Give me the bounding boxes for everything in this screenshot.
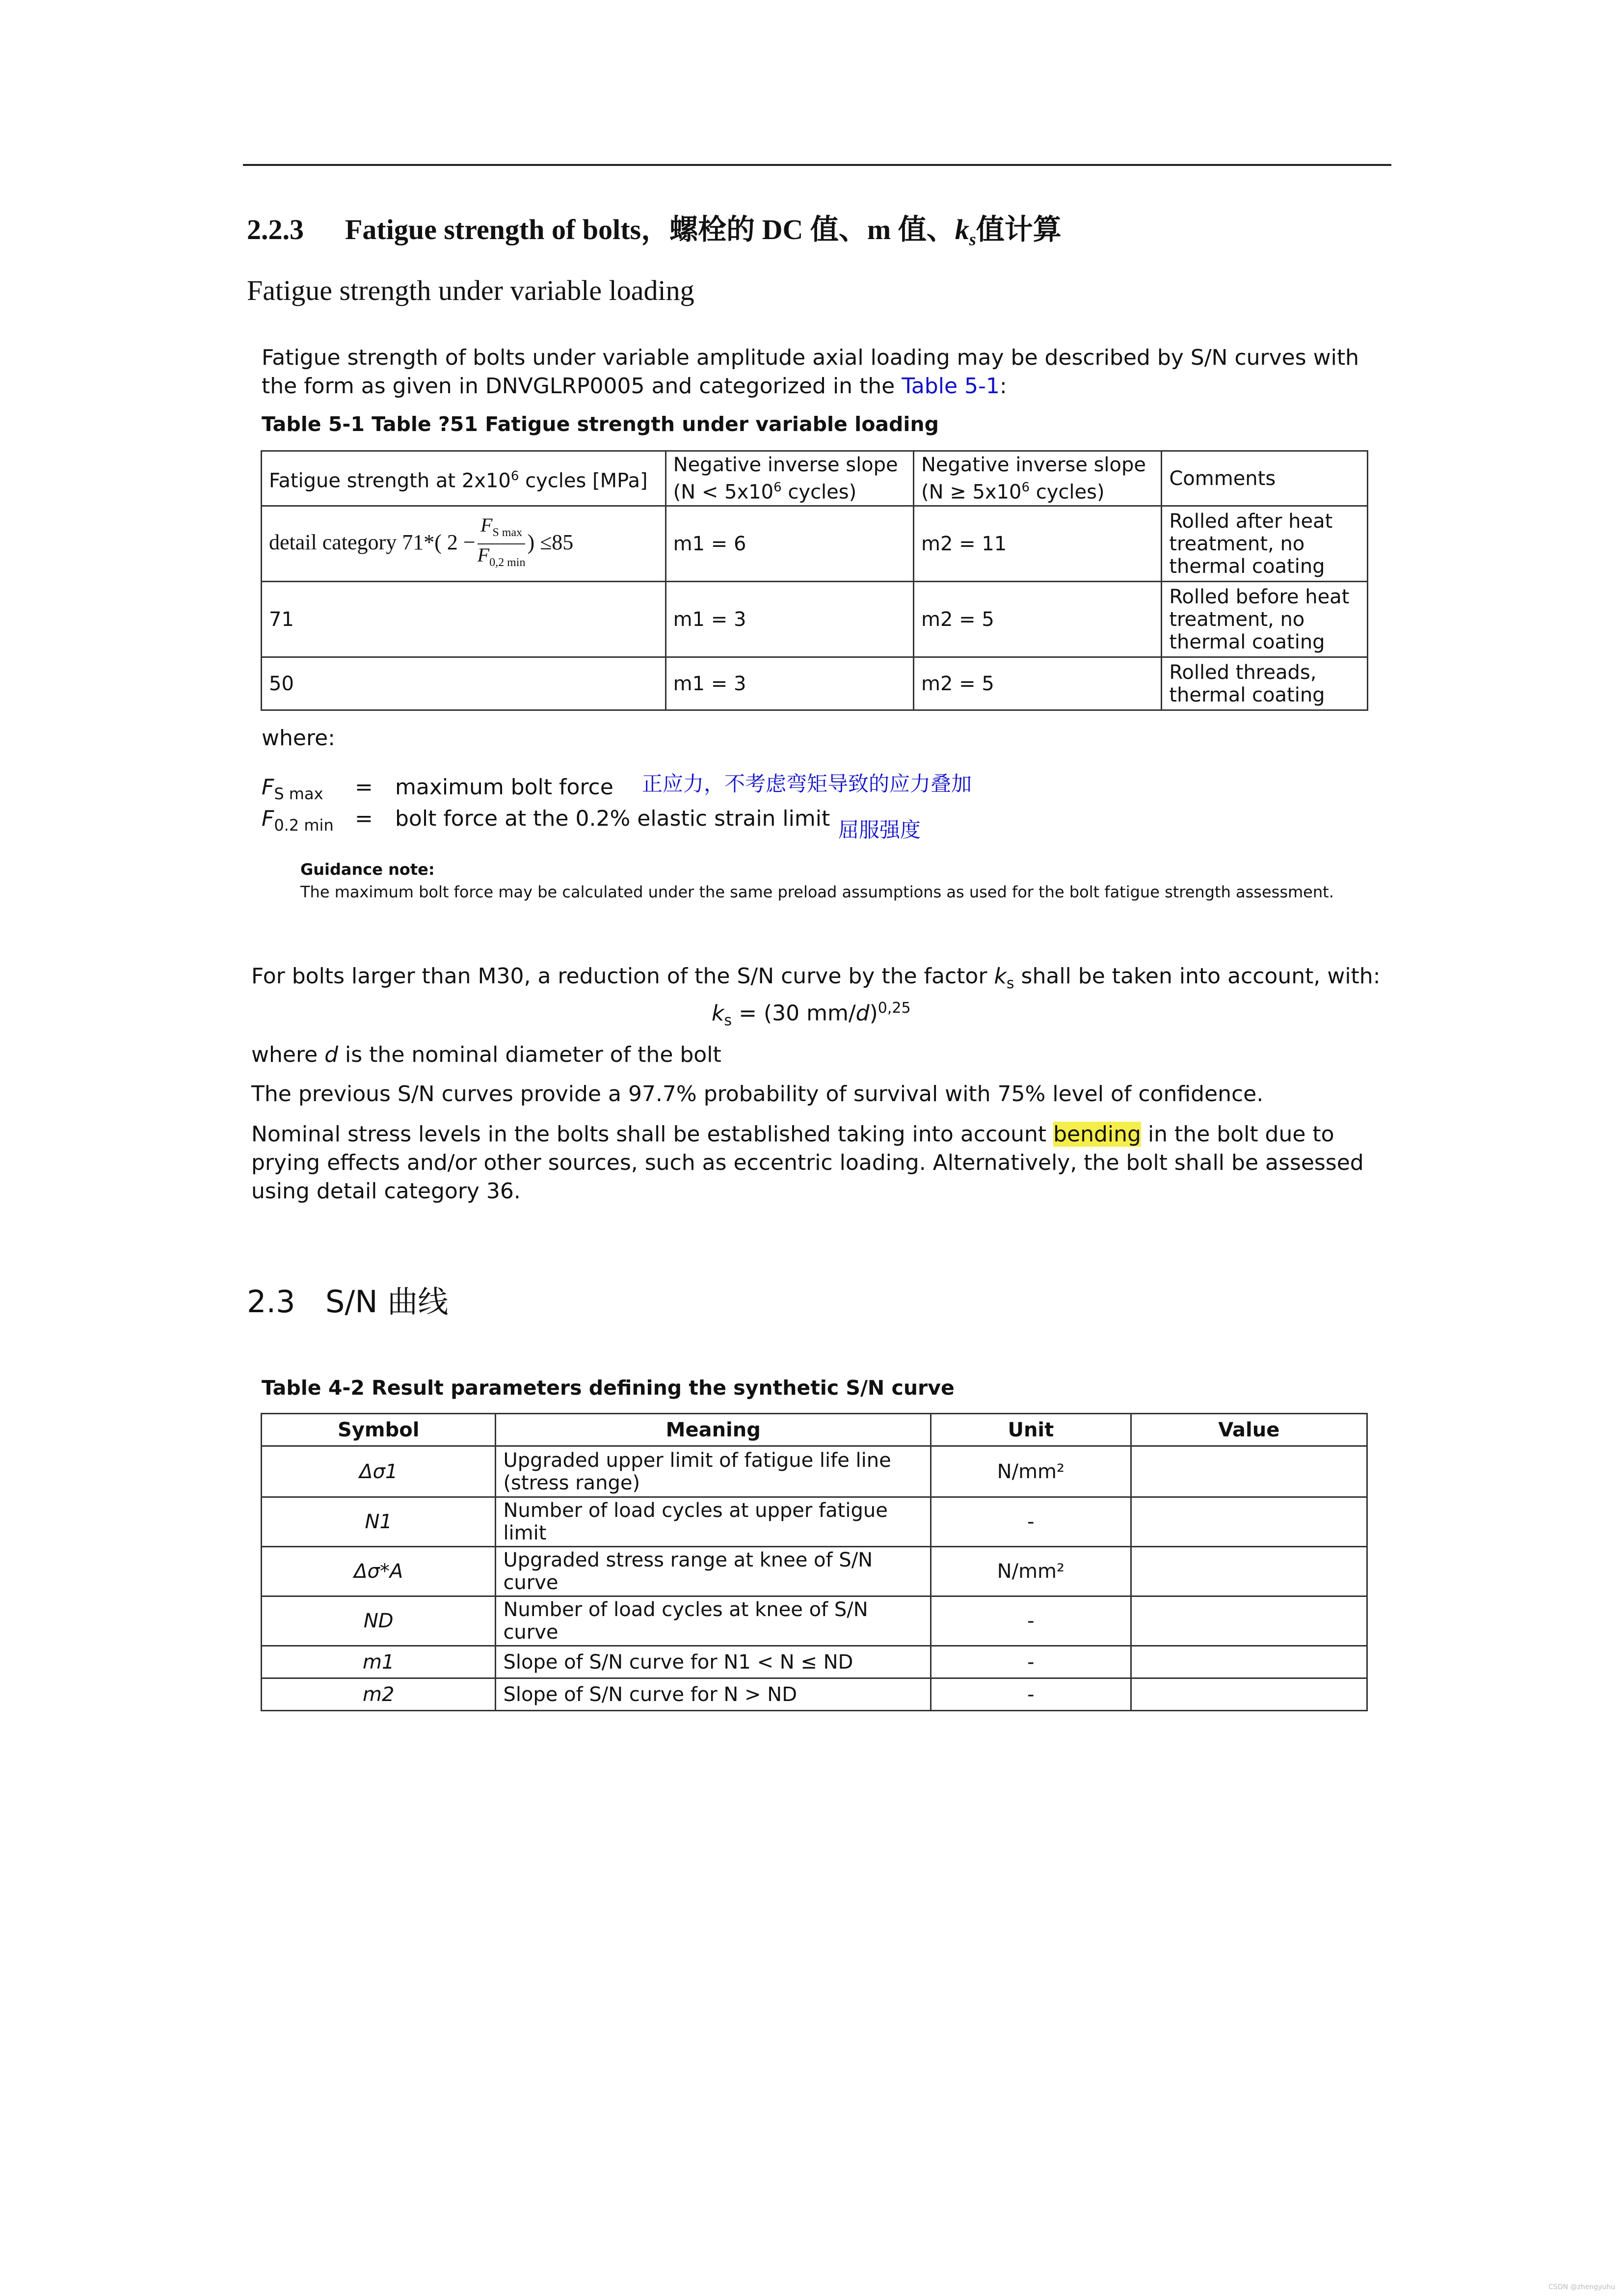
definition-symbol: $F_{S max}$ [262, 775, 323, 803]
header-comments: Comments [1162, 451, 1368, 506]
m1-value: m1 = 6 [665, 506, 913, 582]
table-5-1-link[interactable]: Table 5-1 [902, 374, 1000, 399]
unit-cell: - [931, 1497, 1131, 1547]
section-heading-2-3 [247, 1277, 448, 1321]
table-row [262, 582, 1368, 657]
unit-cell: - [931, 1646, 1131, 1678]
ks-symbol: k [955, 214, 969, 245]
comment: Rolled after heat treatment, no thermal coating [1162, 506, 1368, 582]
meaning-cell: Upgraded stress range at knee of S/N curve [496, 1547, 931, 1596]
section-number: 2.2.3 [247, 214, 304, 245]
unit-cell: N/mm² [931, 1547, 1131, 1596]
definition-text: bolt force at the 0.2% elastic strain limit [395, 806, 830, 831]
comment: Rolled before heat treatment, no thermal coating [1162, 582, 1368, 657]
fatigue-table [261, 450, 1368, 711]
intro-colon: : [999, 374, 1007, 399]
comment: Rolled threads, thermal coating [1162, 657, 1368, 710]
detail-category-formula: detail category 71*( 2 − $\frac{F_{S max}}{F_{0,2 min}}$ ) ≤85 [262, 506, 666, 582]
header-value: Value [1131, 1414, 1367, 1446]
table-5-1-caption: Table 5-1 Table ?51 Fatigue strength under variable loading [262, 412, 939, 436]
m1-value: m1 = 3 [665, 657, 913, 710]
table-row [262, 1678, 1367, 1711]
value-cell [1131, 1446, 1367, 1497]
ks-formula: $k_s = (30$ mm/d)$^{0,25}$ [712, 999, 911, 1029]
fatigue-value: 71 [262, 582, 666, 657]
annotation-cn: 正应力，不考虑弯矩导致的应力叠加 [642, 772, 972, 796]
highlighted-word: bending [1053, 1122, 1141, 1147]
survival-paragraph: The previous S/N curves provide a 97.7% probability of survival with 75% level of confidence. [251, 1081, 1264, 1107]
value-cell [1131, 1596, 1367, 1646]
fatigue-value: 50 [262, 657, 666, 710]
m30-paragraph: For bolts larger than M30, a reduction of the S/N curve by the factor $k_s$ shall be taken into account, with: [251, 964, 1381, 992]
section-title-en: Fatigue strength of bolts [345, 214, 641, 245]
table-row [262, 1596, 1367, 1646]
m2-value: m2 = 5 [914, 582, 1162, 657]
symbol-cell: m2 [262, 1678, 496, 1711]
header-unit: Unit [931, 1414, 1131, 1446]
header-fatigue-strength: Fatigue strength at $2x10^6$ cycles [MPa] [262, 451, 666, 506]
unit-cell: - [931, 1596, 1131, 1646]
header-slope-high: Negative inverse slope ($N \ge 5x10^6$ cycles) [914, 451, 1162, 506]
section-title-cn-end: 值计算 [976, 214, 1062, 245]
section-title: S/N 曲线 [325, 1284, 449, 1320]
value-cell [1131, 1497, 1367, 1547]
m2-value: m2 = 5 [914, 657, 1162, 710]
table-row [262, 1446, 1367, 1497]
m2-value: m2 = 11 [914, 506, 1162, 582]
where-label: where: [262, 726, 335, 751]
value-cell [1131, 1547, 1367, 1596]
meaning-cell: Number of load cycles at upper fatigue limit [496, 1497, 931, 1547]
symbol-cell: N1 [262, 1497, 496, 1547]
definition-symbol: $F_{0.2 min}$ [262, 806, 334, 835]
m1-value: m1 = 3 [665, 582, 913, 657]
definition-fsmax: $F_{S max}$ = maximum bolt force 正应力，不考虑弯矩导致的应力叠加 [262, 775, 1341, 804]
where-d-line: where d is the nominal diameter of the bolt [251, 1042, 721, 1067]
definition-f02min: $F_{0.2 min}$ = bolt force at the 0.2% elastic strain limit 屈服强度 [262, 806, 1341, 836]
value-cell [1131, 1678, 1367, 1711]
watermark: CSDN @zhengyuhu [1548, 2283, 1615, 2291]
header-rule [243, 164, 1391, 166]
ks-subscript: s [969, 229, 976, 249]
header-slope-low: Negative inverse slope ($N < 5x10^6$ cycles) [665, 451, 913, 506]
table-row [262, 1547, 1367, 1596]
table-header-row [262, 451, 1368, 506]
table-row [262, 657, 1368, 710]
symbol-cell: m1 [262, 1646, 496, 1678]
table-header-row [262, 1414, 1367, 1446]
section-title-sep: ， [641, 214, 670, 245]
guidance-note-title: Guidance note: [300, 860, 435, 879]
symbol-cell: Δσ1 [262, 1446, 496, 1497]
intro-text: Fatigue strength of bolts under variable amplitude axial loading may be described by S/N curves with the form as given in DNVGLRP0005 and categorized in the [262, 345, 1359, 399]
subheading: Fatigue strength under variable loading [247, 274, 694, 306]
meaning-cell: Slope of S/N curve for N > ND [496, 1678, 931, 1711]
header-meaning: Meaning [496, 1414, 931, 1446]
fraction: $\frac{F_{S max}}{F_{0,2 min}}$ [477, 513, 526, 569]
header-symbol: Symbol [262, 1414, 496, 1446]
intro-paragraph [262, 344, 1376, 401]
section-title-cn: 螺栓的 DC 值、m 值、 [669, 214, 955, 245]
meaning-cell: Upgraded upper limit of fatigue life line (stress range) [496, 1446, 931, 1497]
unit-cell: - [931, 1678, 1131, 1711]
meaning-cell: Number of load cycles at knee of S/N curve [496, 1596, 931, 1646]
table-4-2-caption: Table 4-2 Result parameters defining the synthetic S/N curve [262, 1376, 955, 1400]
nominal-stress-paragraph: Nominal stress levels in the bolts shall be established taking into account bending in the bolt due to prying effects and/or other sources, such as eccentric loading. Alternatively, the bolt shall be assessed using detail category 36. [251, 1122, 1364, 1204]
annotation-cn: 屈服强度 [838, 818, 921, 842]
meaning-cell: Slope of S/N curve for N1 < N ≤ ND [496, 1646, 931, 1678]
table-row [262, 506, 1368, 582]
section-heading-2-2-3 [247, 206, 1062, 250]
table-row [262, 1646, 1367, 1678]
value-cell [1131, 1646, 1367, 1678]
table-row [262, 1497, 1367, 1547]
guidance-note-text: The maximum bolt force may be calculated under the same preload assumptions as used for the bolt fatigue strength assessment. [300, 883, 1334, 901]
unit-cell: N/mm² [931, 1446, 1131, 1497]
definition-text: maximum bolt force [395, 775, 613, 800]
symbol-cell: Δσ*A [262, 1547, 496, 1596]
section-number: 2.3 [247, 1284, 295, 1320]
symbol-cell: ND [262, 1596, 496, 1646]
sn-parameters-table [261, 1413, 1368, 1711]
